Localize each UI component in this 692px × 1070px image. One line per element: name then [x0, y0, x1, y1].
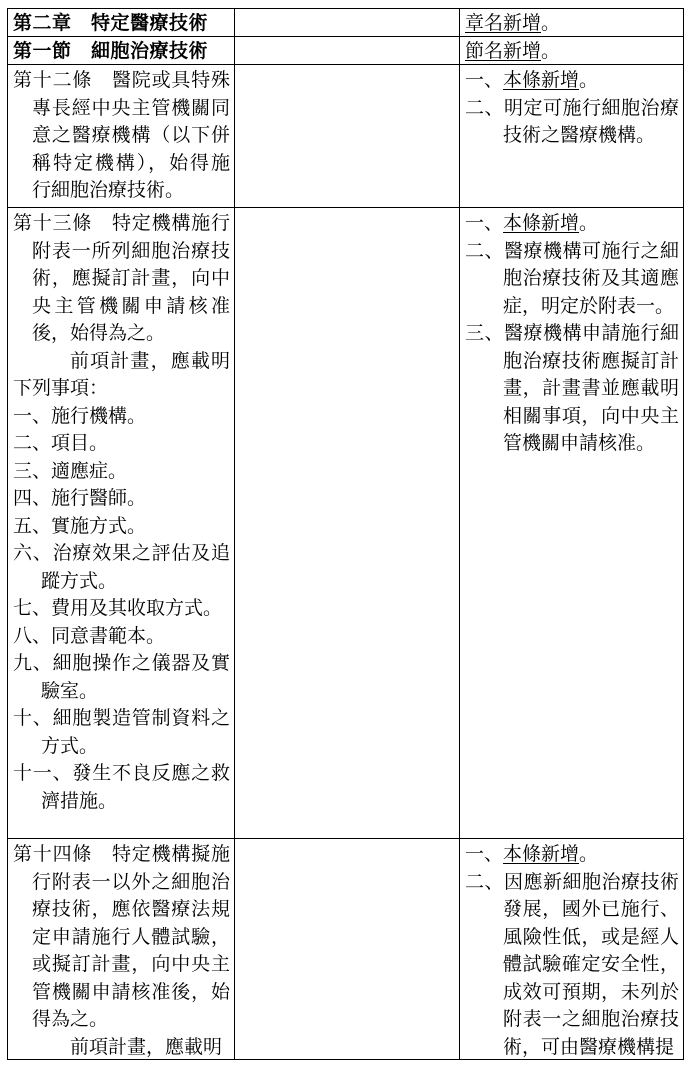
note-text: 因應新細胞治療技術發展，國外已施行、風險性低，或是經人體試驗確定安全性，成效可預期，未列於附表一之細胞治療技術，可由醫療機構提	[503, 870, 679, 1058]
note-item	[465, 869, 679, 1060]
note-item	[465, 841, 679, 869]
note-item	[465, 238, 679, 321]
note-prefix: 二、	[465, 870, 504, 893]
note-text: 。	[541, 40, 561, 62]
clause-text: 前項計畫，應載明下列事項：	[13, 349, 230, 399]
note-text-underlined: 本條新增	[503, 843, 580, 865]
list-item: 八、同意書範本。	[13, 624, 166, 647]
note-cell	[460, 65, 683, 208]
chapter-heading-cell: 第二章 特定醫療技術	[8, 9, 235, 37]
note-prefix: 二、	[465, 96, 504, 119]
note-text: 。	[579, 212, 599, 234]
note-item	[465, 67, 679, 95]
note-text: 。	[579, 843, 599, 865]
note-cell	[460, 9, 683, 37]
list-item: 四、施行醫師。	[13, 487, 147, 509]
list-item: 二、項目。	[13, 432, 109, 454]
article-text: 第十四條 特定機構擬施行附表一以外之細胞治療技術，應依醫療法規定申請施行人體試驗，或擬訂計畫，向中央主管機關申請核准後，始得為之。	[13, 843, 230, 1030]
empty-current-cell	[235, 37, 460, 65]
note-text: 。	[579, 69, 599, 91]
empty-current-cell	[235, 208, 460, 839]
list-item: 十、細胞製造管制資料之方式。	[13, 707, 230, 757]
provision-cell-article-13	[8, 208, 235, 839]
empty-current-cell	[235, 9, 460, 37]
provision-cell-article-12	[8, 65, 235, 208]
note-text: 醫療機構申請施行細胞治療技術應擬訂計畫，計畫書並應載明相關事項，向中央主管機關申請核准。	[503, 322, 679, 454]
note-text: 。	[541, 12, 561, 34]
provision-comparison-table	[7, 8, 684, 1060]
note-prefix: 一、	[465, 69, 504, 91]
list-item: 三、適應症。	[13, 459, 128, 482]
note-prefix: 一、	[465, 843, 504, 865]
list-item: 七、費用及其收取方式。	[13, 597, 223, 619]
note-prefix: 三、	[465, 322, 504, 344]
note-text-underlined: 章名新增	[465, 12, 542, 34]
section-heading-cell: 第一節 細胞治療技術	[8, 37, 235, 65]
note-prefix: 一、	[465, 212, 504, 234]
note-item	[465, 95, 679, 150]
note-item	[465, 320, 679, 458]
list-item: 五、實施方式。	[13, 514, 147, 537]
note-cell	[460, 839, 683, 1059]
list-item: 六、治療效果之評估及追蹤方式。	[13, 542, 230, 592]
note-cell	[460, 37, 683, 65]
note-text: 醫療機構可施行之細胞治療技術及其適應症，明定於附表一。	[503, 239, 679, 317]
article-text: 第十二條 醫院或具特殊專長經中央主管機關同意之醫療機構（以下併稱特定機構），始得施行細胞治療技術。	[13, 69, 230, 201]
list-item: 一、施行機構。	[13, 404, 147, 427]
note-text-underlined: 本條新增	[503, 69, 580, 91]
note-prefix: 二、	[465, 239, 504, 262]
empty-current-cell	[235, 839, 460, 1059]
list-item: 九、細胞操作之儀器及實驗室。	[13, 652, 230, 702]
clause-text: 前項計畫，應載明	[70, 1035, 223, 1058]
note-text-underlined: 節名新增	[465, 40, 542, 62]
article-text: 第十三條 特定機構施行附表一所列細胞治療技術，應擬訂計畫，向中央主管機關申請核准後，始得為之。	[13, 212, 230, 344]
note-item	[465, 210, 679, 238]
empty-current-cell	[235, 65, 460, 208]
note-text-underlined: 本條新增	[503, 212, 580, 234]
list-item: 十一、發生不良反應之救濟措施。	[13, 762, 230, 812]
note-cell	[460, 208, 683, 839]
note-text: 明定可施行細胞治療技術之醫療機構。	[503, 96, 679, 146]
provision-cell-article-14	[8, 839, 235, 1059]
